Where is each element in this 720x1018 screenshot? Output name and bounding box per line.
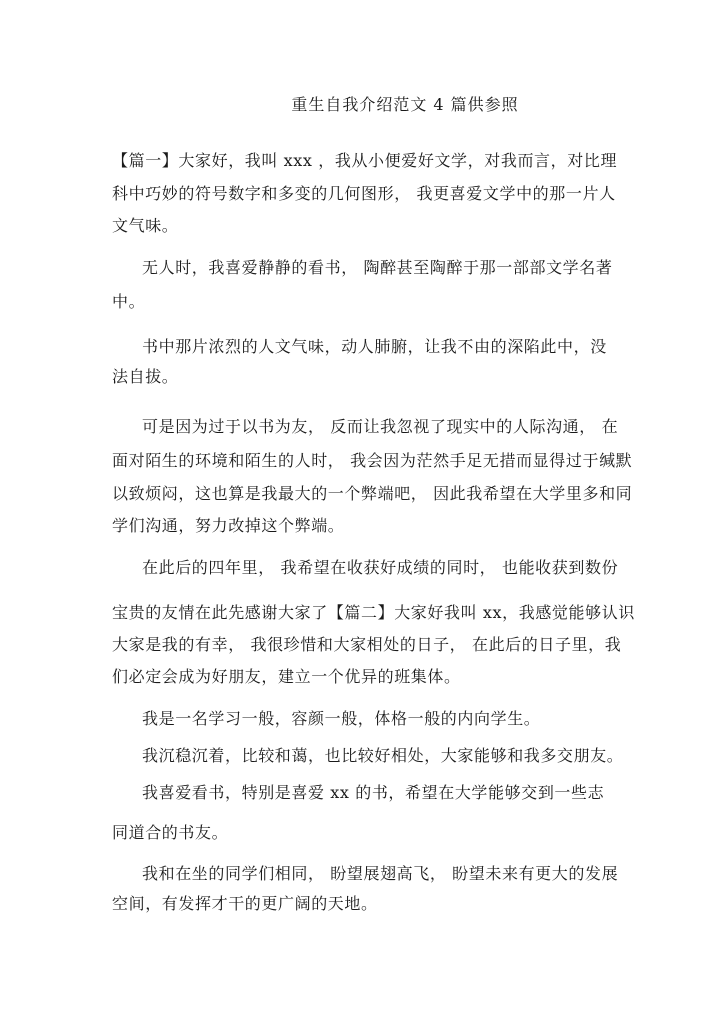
- text-line: 中。: [112, 292, 146, 311]
- text-line: 空间，有发挥才干的更广阔的天地。: [112, 894, 378, 913]
- text-line: 我是一名学习一般，容颜一般，体格一般的内向学生。: [142, 709, 541, 728]
- text-line: 学们沟通，努力改掉这个弊端。: [112, 516, 345, 535]
- text-line: 们必定会成为好朋友，建立一个优异的班集体。: [112, 667, 461, 686]
- text-line: 文气味。: [112, 216, 179, 235]
- text-line: 大家是我的有幸， 我很珍惜和大家相处的日子， 在此后的日子里，我: [112, 635, 622, 654]
- text-line: 书中那片浓烈的人文气味，动人肺腑，让我不由的深陷此中，没: [142, 337, 607, 356]
- text-line: 我沉稳沉着，比较和蔼，也比较好相处，大家能够和我多交朋友。: [142, 746, 624, 765]
- text-line: 【篇一】大家好，我叫 xxx ，我从小便爱好文学，对我而言，对比理: [112, 151, 618, 170]
- text-line: 以致烦闷，这也算是我最大的一个弊端吧， 因此我希望在大学里多和同: [112, 484, 633, 503]
- text-line: 在此后的四年里， 我希望在收获好成绩的同时， 也能收获到数份: [142, 558, 619, 577]
- text-line: 面对陌生的环境和陌生的人时， 我会因为茫然手足无措而显得过于缄默: [112, 451, 633, 470]
- text-line: 无人时，我喜爱静静的看书， 陶醉甚至陶醉于那一部部文学名著: [142, 258, 613, 277]
- text-line: 宝贵的友情在此先感谢大家了【篇二】大家好我叫 xx，我感觉能够认识: [112, 603, 635, 622]
- text-line: 同道合的书友。: [112, 823, 229, 842]
- text-line: 我和在坐的同学们相同， 盼望展翅高飞， 盼望未来有更大的发展: [142, 864, 619, 883]
- text-line: 法自拔。: [112, 367, 179, 386]
- text-line: 可是因为过于以书为友， 反而让我忽视了现实中的人际沟通， 在: [142, 417, 619, 436]
- text-line: 我喜爱看书，特别是喜爱 xx 的书，希望在大学能够交到一些志: [142, 783, 605, 802]
- document-title: 重生自我介绍范文 4 篇供参照: [291, 95, 519, 114]
- text-line: 科中巧妙的符号数字和多变的几何图形， 我更喜爱文学中的那一片人: [112, 184, 616, 203]
